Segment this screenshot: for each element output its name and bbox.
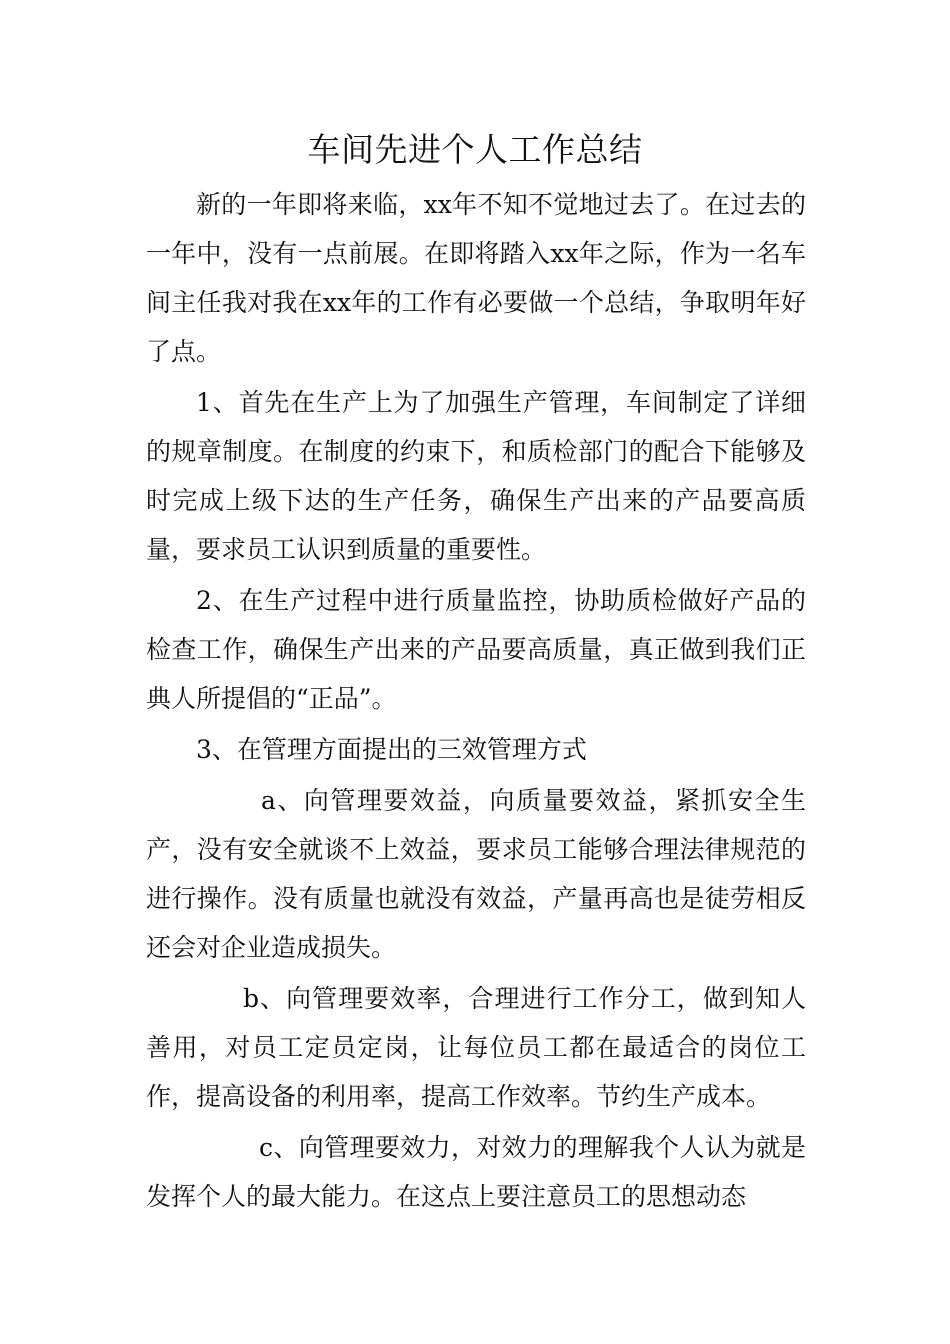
document-body bbox=[146, 180, 806, 1223]
paragraph-sub-b: b、向管理要效率，合理进行工作分工，做到知人善用，对员工定员定岗，让每位员工都在最适合的岗位工作，提高设备的利用率，提高工作效率。节约生产成本。 bbox=[146, 984, 806, 1111]
paragraph-intro: 新的一年即将来临，xx年不知不觉地过去了。在过去的一年中，没有一点前展。在即将踏入xx年之际，作为一名车间主任我对我在xx年的工作有必要做一个总结，争取明年好了点。 bbox=[146, 190, 806, 366]
paragraph-sub-a: a、向管理要效益，向质量要效益，紧抓安全生产，没有安全就谈不上效益，要求员工能够合理法律规范的进行操作。没有质量也就没有效益，产量再高也是徒劳相反还会对企业造成损失。 bbox=[146, 786, 806, 962]
paragraph-item-3: 3、在管理方面提出的三效管理方式 bbox=[196, 735, 587, 764]
document-title: 车间先进个人工作总结 bbox=[307, 130, 643, 169]
paragraph-item-2: 2、在生产过程中进行质量监控，协助质检做好产品的检查工作，确保生产出来的产品要高质量，真正做到我们正典人所提倡的“正品”。 bbox=[146, 586, 806, 713]
paragraph-item-1: 1、首先在生产上为了加强生产管理，车间制定了详细的规章制度。在制度的约束下，和质检部门的配合下能够及时完成上级下达的生产任务，确保生产出来的产品要高质量，要求员工认识到质量的重要性。 bbox=[146, 388, 806, 564]
paragraph-sub-c: c、向管理要效力，对效力的理解我个人认为就是发挥个人的最大能力。在这点上要注意员工的思想动态 bbox=[146, 1133, 806, 1211]
